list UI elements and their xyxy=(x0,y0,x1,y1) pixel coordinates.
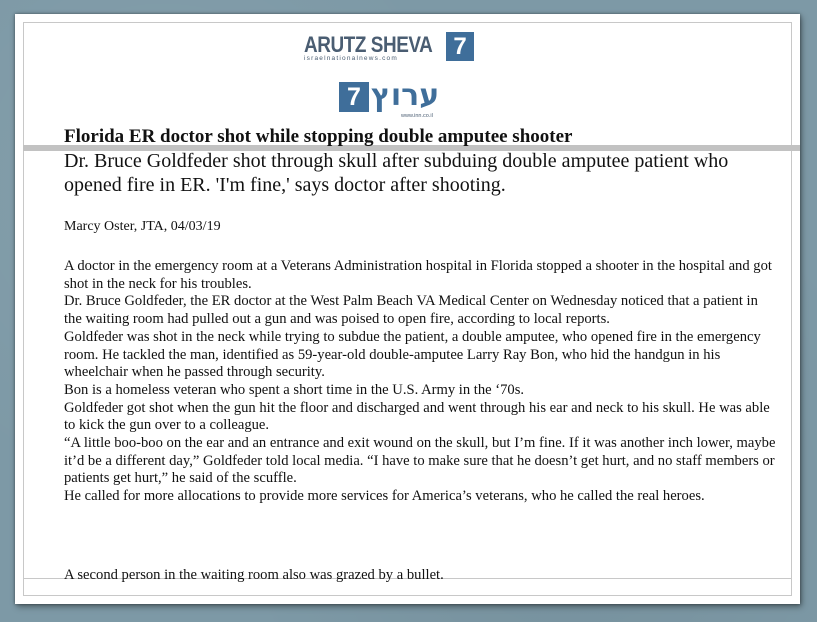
hebrew-logo-url: www.inn.co.il xyxy=(401,113,433,119)
hebrew-logo-seven-mark: 7 xyxy=(339,82,369,112)
logo-url: israelnationalnews.com xyxy=(304,55,398,62)
article-headline: Florida ER doctor shot while stopping double amputee shooter xyxy=(64,126,573,147)
article-subhead: Dr. Bruce Goldfeder shot through skull after subduing double amputee patient who opened fire in ER. 'I'm fine,' says doctor after shooting. xyxy=(64,150,729,196)
article-byline: Marcy Oster, JTA, 04/03/19 xyxy=(64,219,221,234)
article-body xyxy=(64,258,776,506)
paragraph: Goldfeder got shot when the gun hit the floor and discharged and went through his ear and neck to his skull. He was able to kick the gun over to a colleague. xyxy=(64,399,770,434)
article-last-line: A second person in the waiting room also was grazed by a bullet. xyxy=(64,567,444,583)
hebrew-logo xyxy=(339,78,443,122)
paragraph: He called for more allocations to provide more services for America’s veterans, who he called the real heroes. xyxy=(64,488,705,505)
paragraph: A doctor in the emergency room at a Veterans Administration hospital in Florida stopped a shooter in the hospital and got shot in the neck for his troubles. xyxy=(64,258,772,292)
paragraph: Bon is a homeless veteran who spent a short time in the U.S. Army in the ‘70s. xyxy=(64,381,525,398)
logo-seven-mark: 7 xyxy=(446,32,474,61)
hebrew-logo-wordmark: ערוץ xyxy=(371,78,440,113)
paragraph: Goldfeder was shot in the neck while trying to subdue the patient, a double amputee, who opened fire in the emergency room. He tackled the man, identified as 59-year-old double-amputee Larry Ray Bon, who hid the handgun in his wheelchair when he passed through security. xyxy=(64,328,761,381)
arutz-sheva-logo xyxy=(304,32,476,66)
paragraph: Dr. Bruce Goldfeder, the ER doctor at the West Palm Beach VA Medical Center on Wednesday noticed that a patient in the waiting room had pulled out a gun and was poised to open fire, according to local reports. xyxy=(64,293,758,328)
paragraph: “A little boo-boo on the ear and an entrance and exit wound on the skull, but I’m fine. If it was another inch lower, maybe it’d be a different day,” Goldfeder told local media. “I have to make sure that he doesn’t get hurt, and no staff members or patients get hurt,” he said of the scuffle. xyxy=(64,435,776,487)
logo-wordmark: ARUTZ SHEVA xyxy=(304,32,433,57)
